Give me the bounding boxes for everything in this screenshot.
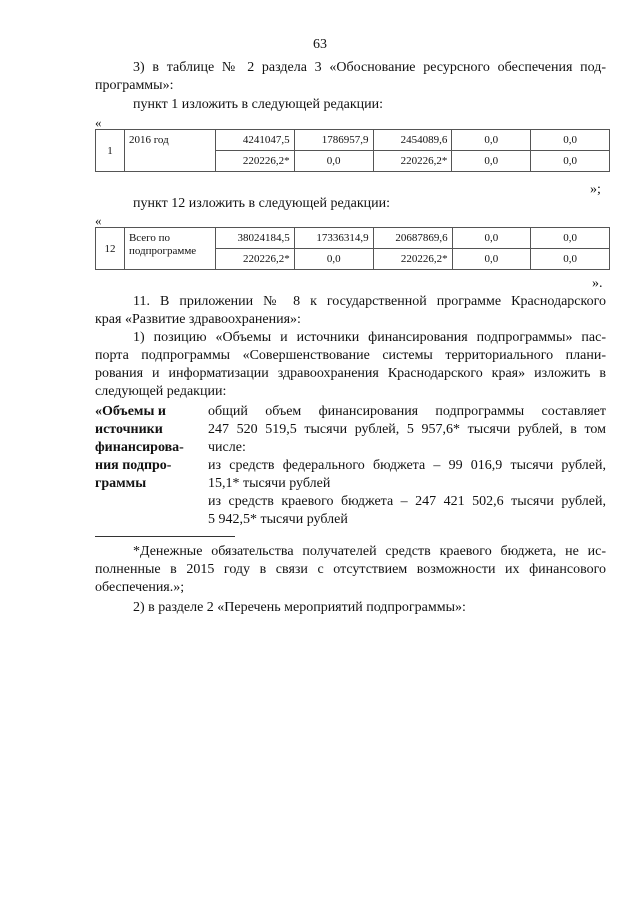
- paragraph-2: 2) в разделе 2 «Перечень мероприятий подпрограммы»:: [133, 600, 466, 615]
- close-quote-1: »;: [590, 182, 601, 197]
- table-cell: 0,0: [294, 249, 373, 270]
- table-item-1: [95, 129, 610, 172]
- table-cell: 20687869,6: [373, 228, 452, 249]
- row-label: 2016 год: [124, 130, 215, 172]
- passport-text-line: числе:: [208, 440, 246, 455]
- paragraph-1-line-1: 1) позицию «Объемы и источники финансирования подпрограммы» пас-: [133, 330, 606, 345]
- paragraph-1-line-3: рования и информатизации здравоохранения Краснодарского края» изложить в: [95, 366, 606, 381]
- table-cell: 0,0: [452, 151, 531, 172]
- paragraph-3-line-1: 3) в таблице № 2 раздела 3 «Обоснование ресурсного обеспечения под-: [133, 60, 606, 75]
- passport-text-line: 247 520 519,5 тысячи рублей, 5 957,6* тысячи рублей, в том: [208, 422, 606, 437]
- row-label-line-1: Всего по: [128, 232, 171, 244]
- table-cell: 0,0: [452, 249, 531, 270]
- item-12-intro: пункт 12 изложить в следующей редакции:: [133, 196, 390, 211]
- row-label-line-2: подпрограмме: [128, 245, 197, 257]
- open-quote-1: «: [95, 115, 102, 130]
- table-row: [96, 228, 610, 249]
- item-1-intro: пункт 1 изложить в следующей редакции:: [133, 97, 383, 112]
- page-number: 63: [313, 37, 327, 52]
- table-cell: 0,0: [531, 228, 610, 249]
- table-cell: 0,0: [294, 151, 373, 172]
- table-row: [96, 130, 610, 151]
- paragraph-1-line-4: следующей редакции:: [95, 384, 227, 399]
- table-cell: 0,0: [452, 228, 531, 249]
- paragraph-1-line-2: порта подпрограммы «Совершенствование системы территориального плани-: [95, 348, 606, 363]
- table-cell: 2454089,6: [373, 130, 452, 151]
- passport-text-line: из средств краевого бюджета – 247 421 502,6 тысячи рублей,: [208, 494, 606, 509]
- passport-text-line: общий объем финансирования подпрограммы составляет: [208, 404, 606, 419]
- table-cell: 220226,2*: [215, 249, 294, 270]
- table-cell: 220226,2*: [373, 249, 452, 270]
- footnote-separator: [95, 536, 235, 537]
- table-cell: 0,0: [452, 130, 531, 151]
- table-cell: 220226,2*: [373, 151, 452, 172]
- passport-label-line: финансирова-: [95, 440, 184, 455]
- row-number: 1: [96, 130, 125, 172]
- table-cell: 17336314,9: [294, 228, 373, 249]
- passport-label-line: ния подпро-: [95, 458, 172, 473]
- passport-label-line: источники: [95, 422, 163, 437]
- paragraph-11-line-1: 11. В приложении № 8 к государственной программе Краснодарского: [133, 294, 606, 309]
- table-cell: 0,0: [531, 151, 610, 172]
- passport-label: [95, 403, 200, 493]
- table-item-12: [95, 227, 610, 270]
- passport-label-line: граммы: [95, 476, 147, 491]
- table-cell: 38024184,5: [215, 228, 294, 249]
- passport-text-line: из средств федерального бюджета – 99 016,9 тысячи рублей,: [208, 458, 606, 473]
- passport-text-line: 15,1* тысячи рублей: [208, 476, 331, 491]
- passport-text: [208, 403, 606, 529]
- footnote-line-3: обеспечения.»;: [95, 580, 185, 595]
- row-label: [124, 228, 215, 270]
- table-cell: 0,0: [531, 130, 610, 151]
- paragraph-11-line-2: края «Развитие здравоохранения»:: [95, 312, 301, 327]
- table-cell: 0,0: [531, 249, 610, 270]
- table-cell: 4241047,5: [215, 130, 294, 151]
- footnote-line-2: полненные в 2015 году в связи с отсутствием возможности их финансового: [95, 562, 606, 577]
- footnote-line-1: *Денежные обязательства получателей средств краевого бюджета, не ис-: [133, 544, 606, 559]
- table-cell: 1786957,9: [294, 130, 373, 151]
- passport-label-line: «Объемы и: [95, 404, 166, 419]
- paragraph-3-line-2: программы»:: [95, 78, 174, 93]
- table-cell: 220226,2*: [215, 151, 294, 172]
- row-number: 12: [96, 228, 125, 270]
- open-quote-2: «: [95, 213, 102, 228]
- passport-text-line: 5 942,5* тысячи рублей: [208, 512, 348, 527]
- close-quote-2: ».: [592, 276, 603, 291]
